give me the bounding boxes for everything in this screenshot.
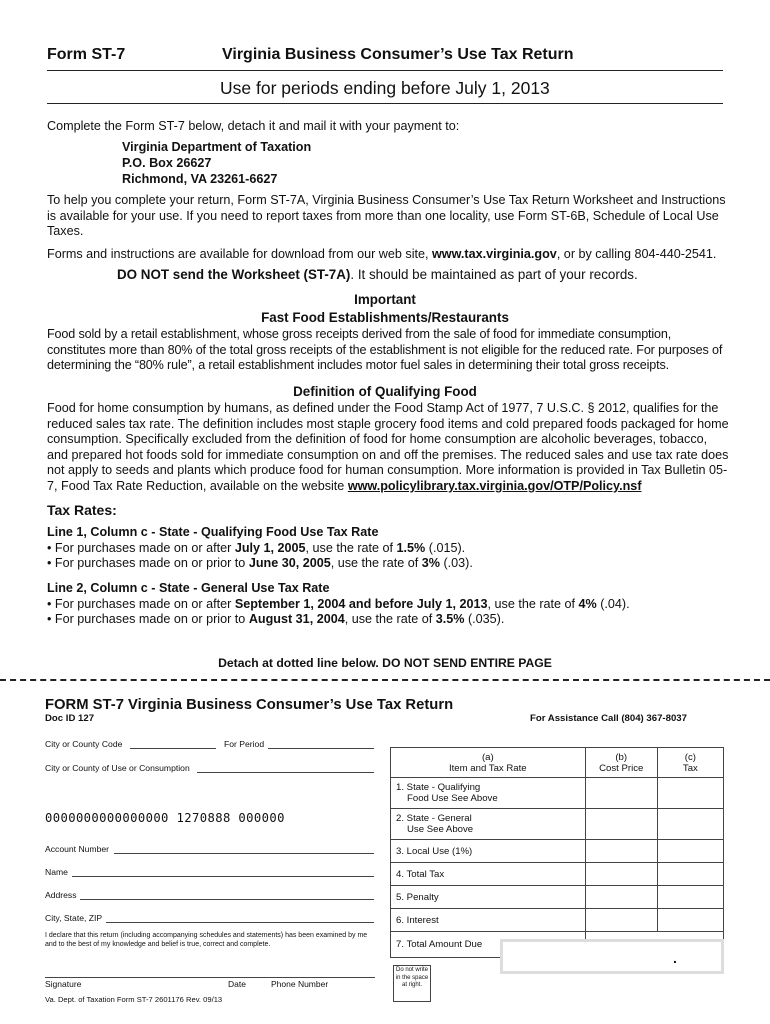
line1-rate-title: Line 1, Column c - State - Qualifying Food Use Tax Rate (47, 525, 379, 539)
row-4-cost-cell (585, 863, 657, 886)
signature-field[interactable] (45, 967, 375, 978)
row-1-tax-cell[interactable] (657, 778, 723, 809)
name-label: Name (45, 867, 68, 877)
header-rule-2 (47, 103, 723, 104)
city-use-field[interactable] (197, 762, 374, 773)
address-line-2: P.O. Box 26627 (122, 156, 212, 170)
worksheet-notice-rest: . It should be maintained as part of your records. (350, 267, 638, 282)
intro-line: Complete the Form ST-7 below, detach it and mail it with your payment to: (47, 119, 460, 133)
form-title: FORM ST-7 Virginia Business Consumer’s Use Tax Return (45, 697, 454, 713)
form-footer: Va. Dept. of Taxation Form ST-7 2601176 Rev. 09/13 (45, 995, 223, 1004)
declaration-text: I declare that this return (including accompanying schedules and statements) has been examined by me and to the best of my knowledge and belief is true, correct and complete. (45, 932, 368, 948)
decimal-point: . (673, 950, 677, 966)
row-1-label: 1. State - Qualifying Food Use See Above (391, 778, 586, 809)
city-state-zip-label: City, State, ZIP (45, 913, 103, 923)
row-6-tax-cell[interactable] (657, 909, 723, 932)
row-2-cost-cell[interactable] (585, 809, 657, 840)
table-row (391, 840, 724, 863)
address-line-3: Richmond, VA 23261-6627 (122, 172, 278, 186)
phone-label: Phone Number (271, 979, 329, 989)
line1-bullet-2: • For purchases made on or prior to June 30, 2005, use the rate of 3% (.03). (47, 556, 473, 570)
signature-label: Signature (45, 979, 82, 989)
policy-library-link[interactable]: www.policylibrary.tax.virginia.gov/OTP/Policy.nsf (347, 478, 642, 493)
col-c-header: (c) Tax (657, 748, 723, 778)
detach-notice: Detach at dotted line below. DO NOT SEND ENTIRE PAGE (218, 656, 552, 670)
detach-dotted-line (0, 679, 770, 681)
table-row (391, 909, 724, 932)
line2-rate-title: Line 2, Column c - State - General Use Tax Rate (47, 581, 330, 595)
account-number-field[interactable] (114, 843, 374, 854)
table-row (391, 863, 724, 886)
definition-text (47, 401, 730, 495)
page-title: Virginia Business Consumer’s Use Tax Return (222, 46, 574, 63)
tax-computation-table (390, 747, 724, 958)
for-period-label: For Period (224, 739, 265, 749)
city-code-field[interactable] (130, 738, 216, 749)
col-a-header: (a) Item and Tax Rate (391, 748, 586, 778)
row-5-tax-cell[interactable] (657, 886, 723, 909)
table-row (391, 886, 724, 909)
total-amount-due-field[interactable] (500, 939, 724, 974)
row-3-tax-cell[interactable] (657, 840, 723, 863)
address-field[interactable] (80, 889, 374, 900)
tax-website-link[interactable]: www.tax.virginia.gov (432, 247, 557, 261)
form-label: Form ST-7 (47, 46, 126, 63)
page-subtitle: Use for periods ending before July 1, 2013 (220, 78, 550, 98)
header-rule (47, 70, 723, 71)
row-3-cost-cell[interactable] (585, 840, 657, 863)
city-state-zip-field[interactable] (106, 912, 374, 923)
forms-pre: Forms and instructions are available for download from our web site, (47, 247, 432, 261)
doc-id: Doc ID 127 (45, 713, 95, 724)
city-use-label: City or County of Use or Consumption (45, 763, 190, 773)
date-label: Date (228, 979, 246, 989)
name-field[interactable] (72, 866, 374, 877)
col-b-header: (b) Cost Price (585, 748, 657, 778)
important-title: Important (354, 292, 416, 307)
account-number-label: Account Number (45, 844, 110, 854)
important-text: Food sold by a retail establishment, whose gross receipts derived from the sale of food for immediate consumption, constitutes more than 80% of the total gross receipts of the establishment is not eligible for the reduced rate. For purposes of determining the “80% rule”, a retail establishment includes motor fuel sales in determining their total gross receipts. (47, 327, 723, 373)
forms-post: , or by calling 804-440-2541. (556, 247, 717, 261)
forms-paragraph (47, 247, 737, 263)
address-label: Address (45, 890, 77, 900)
row-6-cost-cell (585, 909, 657, 932)
address-line-1: Virginia Department of Taxation (122, 140, 312, 154)
line1-bullet-1: • For purchases made on or after July 1, 2005, use the rate of 1.5% (.015). (47, 541, 466, 555)
table-row (391, 778, 724, 809)
worksheet-notice (117, 267, 638, 282)
row-4-tax-cell[interactable] (657, 863, 723, 886)
table-header-row (391, 748, 724, 778)
assistance-phone: For Assistance Call (804) 367-8037 (530, 713, 687, 724)
important-subtitle: Fast Food Establishments/Restaurants (261, 310, 509, 325)
row-6-label: 6. Interest (391, 909, 586, 932)
row-2-label: 2. State - General Use See Above (391, 809, 586, 840)
definition-body: Food for home consumption by humans, as defined under the Food Stamp Act of 1977, 7 U.S.C. § 2012, qualifies for the reduced sales tax rate. The definition includes most staple grocery food items and cold prepared foods packaged for home consumption. Specifically excluded from the definition of food for home consumption are alcoholic beverages, tobacco, and prepared hot foods sold for immediate consumption on and off the premises. The reduced sales and use tax rate does not apply to seeds and plants which produce food for human consumption. More information is provided in Tax Bulletin 05-7, Food Tax Rate Reduction, available on the website (47, 401, 729, 493)
row-1-cost-cell[interactable] (585, 778, 657, 809)
for-period-field[interactable] (268, 738, 374, 749)
help-paragraph: To help you complete your return, Form ST-7A, Virginia Business Consumer’s Use Tax Return Worksheet and Instructions is available for your use. If you need to report taxes from more than one locality, use Form ST-6B, Schedule of Local Use Taxes. (47, 193, 726, 239)
city-code-label: City or County Code (45, 739, 123, 749)
row-5-label: 5. Penalty (391, 886, 586, 909)
worksheet-notice-bold: DO NOT send the Worksheet (ST-7A) (117, 267, 351, 282)
ocr-scanline: 0000000000000000 1270888 000000 (45, 811, 285, 825)
tax-rates-title: Tax Rates: (47, 502, 117, 518)
table-row (391, 809, 724, 840)
do-not-write-box: Do not write in the space at right. (393, 965, 431, 1002)
row-4-label: 4. Total Tax (391, 863, 586, 886)
line2-bullet-1: • For purchases made on or after September 1, 2004 and before July 1, 2013, use the rate of 4% (.04). (47, 597, 630, 611)
row-5-cost-cell (585, 886, 657, 909)
line2-bullet-2: • For purchases made on or prior to August 31, 2004, use the rate of 3.5% (.035). (47, 612, 505, 626)
definition-title: Definition of Qualifying Food (293, 384, 477, 399)
row-3-label: 3. Local Use (1%) (391, 840, 586, 863)
row-2-tax-cell[interactable] (657, 809, 723, 840)
row-7-label: 7. Total Amount Due (391, 932, 586, 958)
